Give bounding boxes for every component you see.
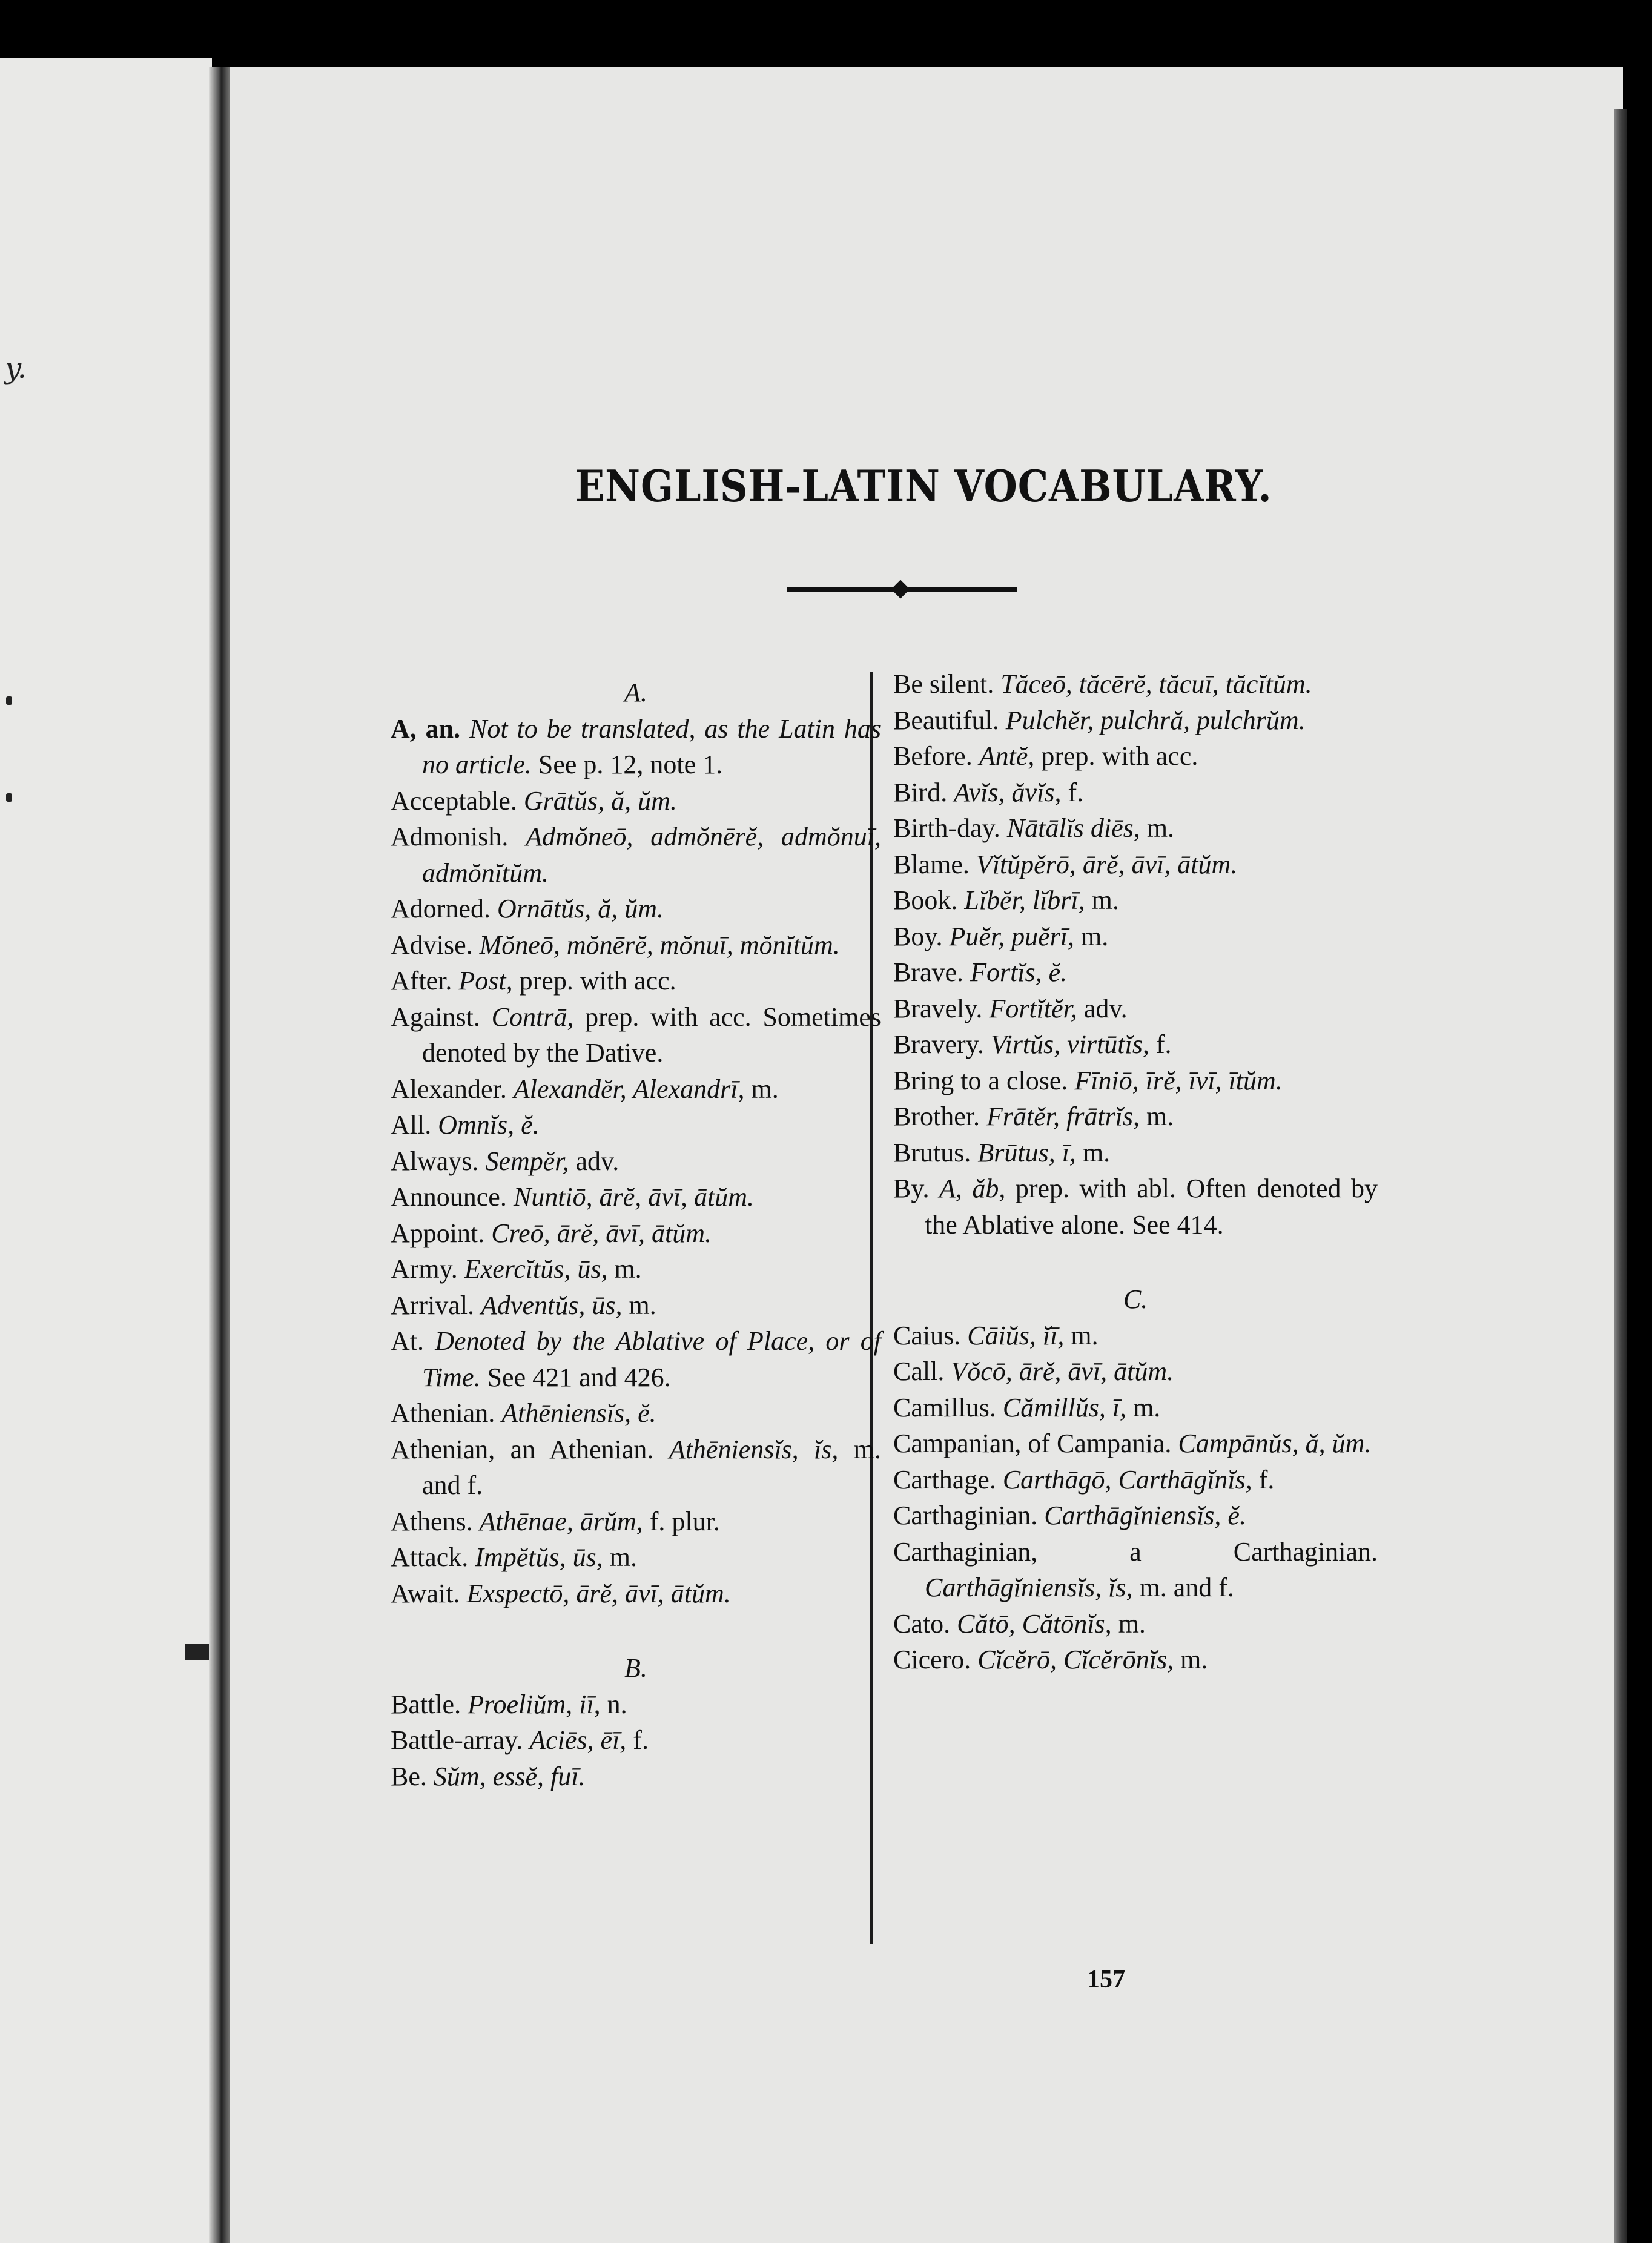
entry-headword: Battle-array. xyxy=(391,1725,523,1755)
page-number: 157 xyxy=(1087,1966,1125,1994)
vocabulary-entry xyxy=(893,1098,1378,1135)
vocabulary-entry xyxy=(893,1642,1378,1678)
margin-dot xyxy=(6,793,12,802)
entry-note: adv. xyxy=(569,1146,620,1176)
vocabulary-entry xyxy=(893,1498,1378,1534)
entry-latin: Post, xyxy=(458,966,513,996)
entry-headword: Camillus. xyxy=(893,1392,996,1422)
entry-latin: Vŏcō, ārĕ, āvī, ātŭm. xyxy=(951,1356,1174,1386)
vocabulary-entry xyxy=(391,1395,881,1432)
entry-note: m. xyxy=(1074,921,1109,951)
entry-latin: Avĭs, ăvĭs, xyxy=(954,777,1062,807)
entry-latin: Sempĕr, xyxy=(485,1146,569,1176)
vocabulary-entry xyxy=(893,1462,1378,1498)
entry-headword: Beautiful. xyxy=(893,705,999,735)
vocabulary-entry xyxy=(391,1759,881,1795)
margin-dot xyxy=(6,696,12,705)
entry-note: m. xyxy=(1174,1645,1208,1674)
entry-note: adv. xyxy=(1077,993,1128,1023)
entry-headword: Cicero. xyxy=(893,1645,971,1674)
vocabulary-entry xyxy=(893,1135,1378,1171)
binding-mark xyxy=(185,1644,209,1660)
entry-list-a xyxy=(391,711,881,1612)
vocabulary-entry xyxy=(893,738,1378,775)
vocabulary-entry xyxy=(893,1318,1378,1354)
entry-latin: Admŏneō, admŏnērĕ, admŏnuī, admŏnĭtŭm. xyxy=(422,822,882,888)
vocabulary-entry xyxy=(391,1539,881,1576)
vocabulary-entry xyxy=(893,1425,1378,1462)
entry-headword: Carthage. xyxy=(893,1464,996,1495)
vocabulary-entry xyxy=(391,1323,881,1395)
entry-latin: Frātĕr, frātrĭs, xyxy=(986,1102,1140,1131)
entry-latin: Aciēs, ēī, xyxy=(529,1725,627,1755)
entry-latin: Tăceō, tăcērĕ, tăcuī, tăcĭtŭm. xyxy=(1000,669,1312,699)
entry-note: prep. with acc. xyxy=(1034,741,1198,771)
entry-note: m. xyxy=(1111,1608,1146,1639)
entry-latin: Antĕ, xyxy=(979,741,1035,771)
vocabulary-entry xyxy=(893,1390,1378,1426)
section-heading-c: C. xyxy=(1123,1284,1148,1314)
vocabulary-entry xyxy=(893,1353,1378,1390)
vocabulary-entry xyxy=(391,1251,881,1287)
entry-latin: Nātālĭs diēs, xyxy=(1006,813,1140,843)
vocabulary-entry xyxy=(391,711,881,783)
entry-note: m. xyxy=(1126,1392,1161,1422)
entry-headword: Battle. xyxy=(391,1689,461,1719)
entry-note: m. xyxy=(1064,1320,1099,1350)
entry-headword: Arrival. xyxy=(391,1290,475,1320)
entry-headword: Campanian, of Campania. xyxy=(893,1429,1172,1458)
entry-headword: Brutus. xyxy=(893,1137,971,1168)
entry-headword: By. xyxy=(893,1174,930,1203)
entry-latin: Impĕtŭs, ūs, xyxy=(475,1542,603,1572)
entry-latin: Contrā, xyxy=(491,1002,574,1032)
vocabulary-entry xyxy=(893,847,1378,883)
entry-latin: Pulchĕr, pulchră, pulchrŭm. xyxy=(1005,705,1306,735)
entry-headword: Carthaginian, a Carthaginian. xyxy=(893,1536,1378,1567)
vocabulary-entry xyxy=(391,783,881,819)
vocabulary-entry xyxy=(893,1534,1378,1606)
entry-list-b-continued xyxy=(893,666,1378,1243)
entry-latin: Cătō, Cătōnĭs, xyxy=(957,1608,1112,1639)
entry-headword: Bravery. xyxy=(893,1029,984,1059)
vocabulary-entry xyxy=(391,891,881,927)
entry-note: m. xyxy=(622,1290,656,1320)
entry-headword: Bird. xyxy=(893,777,948,807)
entry-latin: Carthāgĭniensĭs, ĭs, xyxy=(925,1573,1133,1602)
entry-latin: Exspectō, ārĕ, āvī, ātŭm. xyxy=(466,1578,731,1608)
page-title: ENGLISH-LATIN VOCABULARY. xyxy=(575,460,1272,512)
vocabulary-entry xyxy=(391,1215,881,1252)
vocabulary-entry xyxy=(893,882,1378,919)
entry-headword: Athenian, an Athenian. xyxy=(391,1434,654,1464)
vocabulary-entry xyxy=(893,810,1378,847)
vocabulary-entry xyxy=(893,1026,1378,1063)
entry-note: m. xyxy=(1140,813,1175,843)
entry-latin: Alexandĕr, Alexandrī, xyxy=(513,1074,745,1104)
vocabulary-entry xyxy=(391,1504,881,1540)
entry-note: m. xyxy=(607,1254,642,1284)
entry-note: f. plur. xyxy=(643,1506,720,1536)
vocabulary-entry xyxy=(391,999,881,1071)
right-column xyxy=(893,666,1378,1678)
entry-note: m. xyxy=(603,1542,637,1572)
entry-headword: Bring to a close. xyxy=(893,1065,1068,1095)
vocabulary-entry xyxy=(391,927,881,963)
entry-headword: A, an. xyxy=(391,713,461,744)
entry-latin: Fortĭtĕr, xyxy=(989,993,1077,1023)
book-spine xyxy=(209,67,232,2243)
entry-headword: Appoint. xyxy=(391,1218,485,1248)
entry-headword: Attack. xyxy=(391,1542,469,1572)
entry-note: f. xyxy=(1149,1029,1172,1059)
entry-latin: Denoted by the Ablative of Place, or of Time. xyxy=(422,1326,881,1392)
entry-note: m. and f. xyxy=(422,1434,882,1500)
vocabulary-entry xyxy=(893,702,1378,739)
vocabulary-entry xyxy=(893,1063,1378,1099)
entry-latin: Lĭbĕr, lĭbrī, xyxy=(964,885,1085,915)
entry-headword: Brave. xyxy=(893,957,964,987)
entry-latin: Sŭm, essĕ, fuī. xyxy=(433,1761,586,1791)
entry-headword: All. xyxy=(391,1110,432,1140)
entry-note: See p. 12, note 1. xyxy=(531,750,723,779)
entry-latin: Campānŭs, ă, ŭm. xyxy=(1178,1429,1372,1458)
entry-headword: Book. xyxy=(893,885,958,915)
section-heading-a: A. xyxy=(624,678,647,707)
entry-latin: Virtŭs, virtūtĭs, xyxy=(990,1029,1149,1059)
entry-latin: Carthāgō, Carthāgĭnĭs, xyxy=(1002,1464,1252,1495)
entry-headword: Admonish. xyxy=(391,822,509,851)
entry-latin: Cămillŭs, ī, xyxy=(1002,1392,1127,1422)
entry-latin: A, ăb, xyxy=(939,1174,1006,1203)
entry-latin: Vĭtŭpĕrō, ārĕ, āvī, ātŭm. xyxy=(976,849,1238,879)
vocabulary-entry xyxy=(391,1071,881,1108)
entry-headword: Bravely. xyxy=(893,993,983,1023)
entry-note: m. xyxy=(1140,1102,1174,1131)
vocabulary-entry xyxy=(391,1179,881,1215)
entry-headword: Await. xyxy=(391,1578,460,1608)
vocabulary-entry xyxy=(893,991,1378,1027)
vocabulary-entry xyxy=(893,954,1378,991)
entry-note: f. xyxy=(626,1725,649,1755)
vocabulary-entry xyxy=(893,919,1378,955)
entry-latin: Cĭcĕrō, Cĭcĕrōnĭs, xyxy=(977,1645,1174,1674)
entry-latin: Omnĭs, ĕ. xyxy=(438,1110,540,1140)
left-column xyxy=(391,666,881,1794)
page-edge xyxy=(1614,109,1627,2243)
entry-headword: Announce. xyxy=(391,1182,507,1212)
entry-headword: Carthaginian. xyxy=(893,1501,1038,1530)
entry-list-b xyxy=(391,1686,881,1795)
entry-latin: Grātŭs, ă, ŭm. xyxy=(523,785,677,816)
entry-latin: Mŏneō, mŏnērĕ, mŏnuī, mŏnĭtŭm. xyxy=(479,930,840,960)
entry-headword: Adorned. xyxy=(391,894,491,923)
entry-latin: Athēniensĭs, ĕ. xyxy=(501,1398,656,1428)
entry-latin: Creō, ārĕ, āvī, ātŭm. xyxy=(491,1218,712,1248)
vocabulary-entry xyxy=(893,1606,1378,1642)
section-heading-b: B. xyxy=(624,1653,647,1683)
entry-headword: Army. xyxy=(391,1254,458,1284)
entry-headword: Call. xyxy=(893,1356,945,1386)
entry-note: m. xyxy=(1085,885,1119,915)
margin-mark: y. xyxy=(5,351,27,385)
entry-latin: Fortĭs, ĕ. xyxy=(970,957,1068,987)
entry-note: See 421 and 426. xyxy=(480,1362,671,1392)
vocabulary-entry xyxy=(391,1143,881,1180)
entry-latin: Proeliŭm, iī, xyxy=(468,1689,601,1719)
entry-latin: Fīniō, īrĕ, īvī, ītŭm. xyxy=(1074,1065,1283,1095)
vocabulary-entry xyxy=(391,1107,881,1143)
entry-note: m. xyxy=(744,1074,779,1104)
entry-note: m. xyxy=(1075,1137,1111,1168)
vocabulary-entry xyxy=(391,1432,881,1504)
entry-latin: Puĕr, puĕrī, xyxy=(949,921,1075,951)
entry-headword: Caius. xyxy=(893,1320,961,1350)
entry-note: n. xyxy=(600,1689,627,1719)
entry-headword: Cato. xyxy=(893,1608,951,1639)
entry-headword: Be. xyxy=(391,1761,427,1791)
vocabulary-entry xyxy=(391,963,881,999)
entry-latin: Cāiŭs, ĭī, xyxy=(967,1320,1065,1350)
vocabulary-entry xyxy=(391,1722,881,1759)
vocabulary-entry xyxy=(893,775,1378,811)
entry-headword: Against. xyxy=(391,1002,480,1032)
entry-latin: Not to be translated, as the Latin has no article. xyxy=(422,713,882,779)
entry-list-c xyxy=(893,1318,1378,1678)
entry-latin: Adventŭs, ūs, xyxy=(481,1290,623,1320)
left-page-edge xyxy=(0,58,212,2243)
entry-headword: Brother. xyxy=(893,1102,980,1131)
vocabulary-entry xyxy=(893,1171,1378,1243)
entry-latin: Athēniensĭs, ĭs, xyxy=(669,1434,839,1464)
vocabulary-entry xyxy=(391,819,881,891)
entry-note: prep. with abl. Often denoted by the Ablative alone. See 414. xyxy=(925,1174,1378,1240)
entry-headword: Advise. xyxy=(391,930,473,960)
vocabulary-entry xyxy=(391,1686,881,1723)
entry-latin: Ornātŭs, ă, ŭm. xyxy=(497,894,664,923)
entry-latin: Nuntiō, ārĕ, āvī, ātŭm. xyxy=(513,1182,755,1212)
entry-latin: Brūtus, ī, xyxy=(977,1137,1076,1168)
entry-headword: Always. xyxy=(391,1146,479,1176)
entry-headword: Alexander. xyxy=(391,1074,507,1104)
entry-headword: Athenian. xyxy=(391,1398,495,1428)
entry-headword: Before. xyxy=(893,741,973,771)
vocabulary-entry xyxy=(391,1576,881,1612)
entry-latin: Athēnae, ārŭm, xyxy=(479,1506,643,1536)
entry-latin: Carthāgĭniensĭs, ĕ. xyxy=(1044,1501,1246,1530)
entry-headword: Be silent. xyxy=(893,669,994,699)
entry-note: prep. with acc. xyxy=(512,966,676,996)
entry-note: m. and f. xyxy=(1132,1573,1234,1602)
entry-headword: Birth-day. xyxy=(893,813,1000,843)
entry-headword: Athens. xyxy=(391,1506,473,1536)
vocabulary-entry xyxy=(893,666,1378,702)
entry-headword: Blame. xyxy=(893,849,970,879)
entry-headword: Boy. xyxy=(893,921,943,951)
entry-headword: Acceptable. xyxy=(391,785,517,816)
vocabulary-entry xyxy=(391,1287,881,1324)
entry-note: f. xyxy=(1252,1464,1275,1495)
entry-note: f. xyxy=(1061,777,1084,807)
entry-latin: Exercĭtŭs, ūs, xyxy=(464,1254,608,1284)
entry-note: prep. with acc. Sometimes denoted by the Dative. xyxy=(422,1002,882,1068)
entry-headword: At. xyxy=(391,1326,424,1356)
entry-headword: After. xyxy=(391,966,452,996)
